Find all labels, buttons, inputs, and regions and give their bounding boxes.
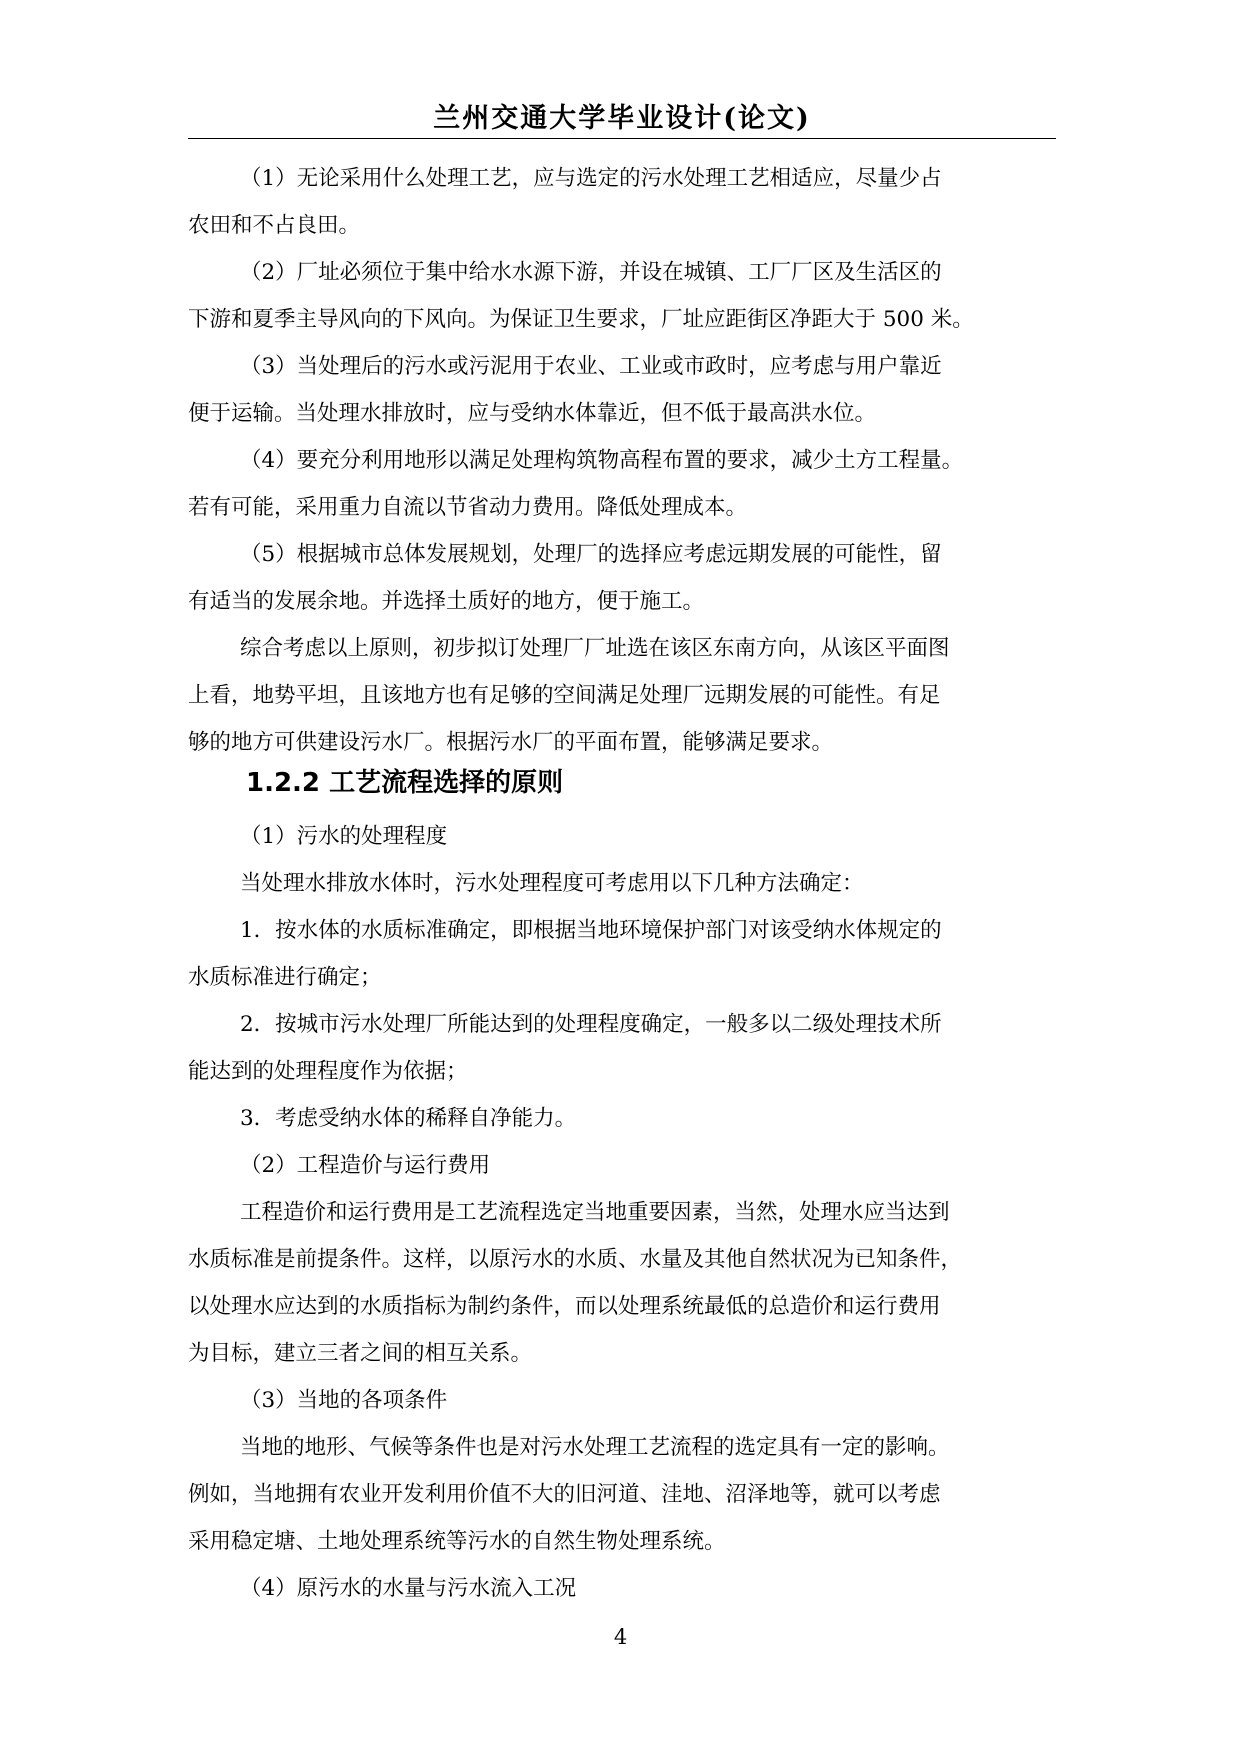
paragraph-line: 为目标，建立三者之间的相互关系。 xyxy=(188,1341,533,1366)
paragraph-line: 2．按城市污水处理厂所能达到的处理程度确定，一般多以二级处理技术所 xyxy=(240,1012,942,1037)
paragraph-line: （1）污水的处理程度 xyxy=(240,824,448,849)
paragraph-line: （2）厂址必须位于集中给水水源下游，并设在城镇、工厂厂区及生活区的 xyxy=(240,260,942,285)
paragraph-line: 采用稳定塘、土地处理系统等污水的自然生物处理系统。 xyxy=(188,1529,726,1554)
paragraph-line: 工程造价和运行费用是工艺流程选定当地重要因素，当然，处理水应当达到 xyxy=(240,1200,950,1225)
paragraph-line: 农田和不占良田。 xyxy=(188,213,361,238)
paragraph-line: （3）当地的各项条件 xyxy=(240,1388,448,1413)
paragraph-line: 下游和夏季主导风向的下风向。为保证卫生要求，厂址应距街区净距大于 500 米。 xyxy=(188,307,974,332)
paragraph-line: （4）原污水的水量与污水流入工况 xyxy=(240,1576,577,1601)
paragraph-line: （1）无论采用什么处理工艺，应与选定的污水处理工艺相适应，尽量少占 xyxy=(240,166,942,191)
paragraph-line: 若有可能，采用重力自流以节省动力费用。降低处理成本。 xyxy=(188,495,748,520)
paragraph-line: 够的地方可供建设污水厂。根据污水厂的平面布置，能够满足要求。 xyxy=(188,730,834,755)
paragraph-line: 当处理水排放水体时，污水处理程度可考虑用以下几种方法确定： xyxy=(240,871,864,896)
paragraph-line: 能达到的处理程度作为依据； xyxy=(188,1059,468,1084)
paragraph-line: 水质标准进行确定； xyxy=(188,965,382,990)
paragraph-line: 3．考虑受纳水体的稀释自净能力。 xyxy=(240,1106,577,1131)
paragraph-line: 当地的地形、气候等条件也是对污水处理工艺流程的选定具有一定的影响。 xyxy=(240,1435,950,1460)
paragraph-line: （5）根据城市总体发展规划，处理厂的选择应考虑远期发展的可能性，留 xyxy=(240,542,942,567)
paragraph-line: 水质标准是前提条件。这样，以原污水的水质、水量及其他自然状况为已知条件， xyxy=(188,1247,963,1272)
page-number: 4 xyxy=(613,1625,628,1649)
paragraph-line: （4）要充分利用地形以满足处理构筑物高程布置的要求，减少土方工程量。 xyxy=(240,448,964,473)
paragraph-line: 例如，当地拥有农业开发利用价值不大的旧河道、洼地、沼泽地等，就可以考虑 xyxy=(188,1482,941,1507)
header-divider xyxy=(188,138,1056,139)
paragraph-line: （3）当处理后的污水或污泥用于农业、工业或市政时，应考虑与用户靠近 xyxy=(240,354,942,379)
paragraph-line: 上看，地势平坦，且该地方也有足够的空间满足处理厂远期发展的可能性。有足 xyxy=(188,683,941,708)
paragraph-line: 综合考虑以上原则，初步拟订处理厂厂址选在该区东南方向，从该区平面图 xyxy=(240,636,950,661)
paragraph-line: 便于运输。当处理水排放时，应与受纳水体靠近，但不低于最高洪水位。 xyxy=(188,401,877,426)
section-heading: 1.2.2 工艺流程选择的原则 xyxy=(246,768,564,798)
paragraph-line: （2）工程造价与运行费用 xyxy=(240,1153,491,1178)
paragraph-line: 1．按水体的水质标准确定，即根据当地环境保护部门对该受纳水体规定的 xyxy=(240,918,942,943)
paragraph-line: 有适当的发展余地。并选择土质好的地方，便于施工。 xyxy=(188,589,705,614)
page-header-title: 兰州交通大学毕业设计(论文) xyxy=(433,103,811,134)
paragraph-line: 以处理水应达到的水质指标为制约条件，而以处理系统最低的总造价和运行费用 xyxy=(188,1294,941,1319)
